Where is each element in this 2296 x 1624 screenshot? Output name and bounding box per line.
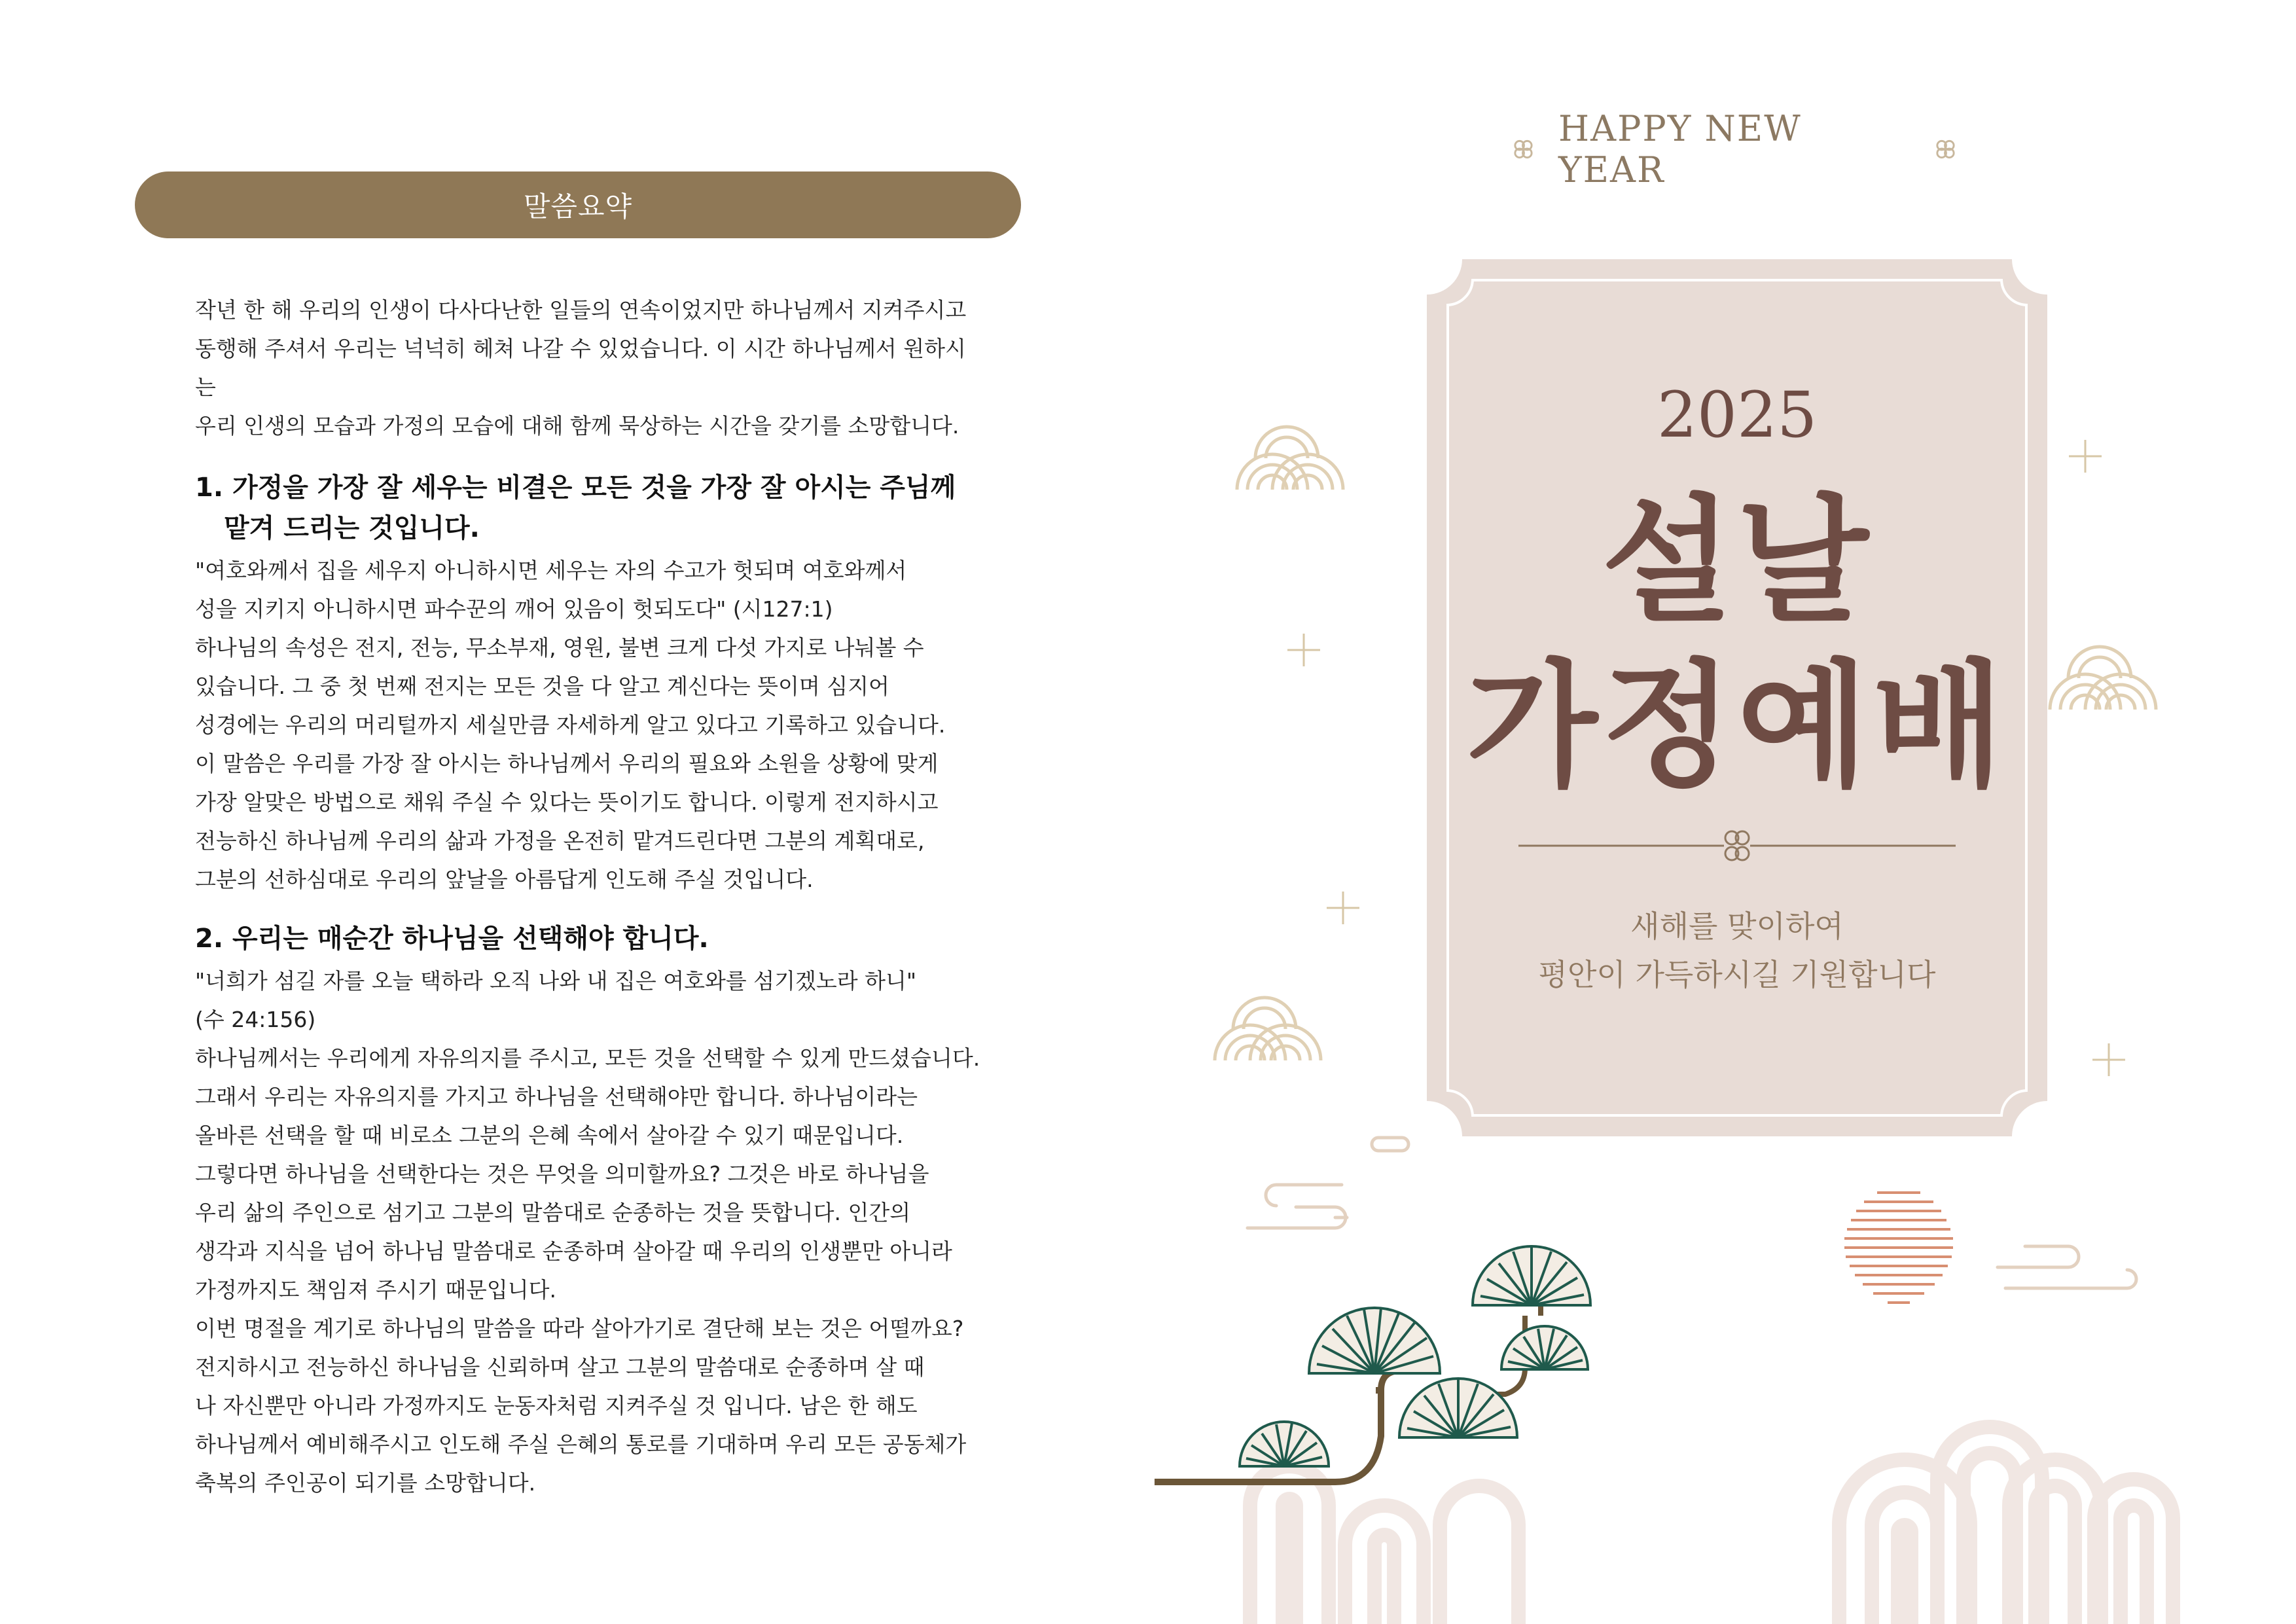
section1-heading-line2: 맡겨 드리는 것입니다. [224, 513, 480, 543]
cloud-icon [1247, 1138, 1408, 1228]
section1-line: 성경에는 우리의 머리털까지 세실만큼 자세하게 알고 있다고 기록하고 있습니다. [195, 712, 946, 738]
section1-line: 성을 지키지 아니하시면 파수꾼의 깨어 있음이 헛되도다" (시127:1) [195, 596, 833, 622]
section2-line: 올바른 선택을 할 때 비로소 그분의 은혜 속에서 살아갈 수 있기 때문입니다. [195, 1123, 904, 1148]
section1-line: 그분의 선하심대로 우리의 앞날을 아름답게 인도해 주실 것입니다. [195, 867, 814, 892]
cover-title-line1: 설날 [1602, 482, 1873, 641]
section2-line: 축복의 주인공이 되기를 소망합니다. [195, 1470, 536, 1496]
summary-header-label: 말씀요약 [523, 190, 633, 223]
sparkle-icon [1327, 892, 1359, 924]
intro-line: 작년 한 해 우리의 인생이 다사다난한 일들의 연속이었지만 하나님께서 지켜주시고 [195, 297, 967, 323]
wave-icon [1237, 427, 1343, 490]
section2-line: 하나님께서 예비해주시고 인도해 주실 은혜의 통로를 기대하며 우리 모든 공동체가 [195, 1432, 967, 1457]
knot-icon [1512, 137, 1535, 161]
pine-tree-icon [1155, 1246, 1590, 1482]
arch-icon [1250, 1427, 2173, 1624]
section1-line: "여호와께서 집을 세우지 아니하시면 세우는 자의 수고가 헛되며 여호와께서 [195, 558, 907, 583]
intro-line: 동행해 주셔서 우리는 넉넉히 헤쳐 나갈 수 있었습니다. 이 시간 하나님께서 원하시는 [195, 336, 966, 400]
section2-heading-text: 2. 우리는 매순간 하나님을 선택해야 합니다. [195, 924, 709, 954]
cover-year: 2025 [1657, 378, 1818, 452]
wave-icon [2050, 647, 2156, 710]
sparkle-icon [2092, 1043, 2125, 1076]
section2-line: 전지하시고 전능하신 하나님을 신뢰하며 살고 그분의 말씀대로 순종하며 살 때 [195, 1354, 925, 1380]
sparkle-icon [1287, 634, 1320, 666]
tagline-text: HAPPY NEW YEAR [1558, 108, 1802, 190]
cloud-icon [1998, 1246, 2136, 1288]
greeting-line1: 새해를 맞이하여 [1630, 909, 1844, 944]
section1-line: 전능하신 하나님께 우리의 삶과 가정을 온전히 맡겨드린다면 그분의 계획대로, [195, 828, 925, 854]
tagline-row [1512, 108, 1957, 190]
section2-line: 하나님께서는 우리에게 자유의지를 주시고, 모든 것을 선택할 수 있게 만드셨습니다. [195, 1045, 980, 1071]
section2-line: 그렇다면 하나님을 선택한다는 것은 무엇을 의미할까요? 그것은 바로 하나님을 [195, 1161, 929, 1187]
section1-line: 이 말씀은 우리를 가장 잘 아시는 하나님께서 우리의 필요와 소원을 상황에 맞게 [195, 751, 939, 776]
section2-line: 가정까지도 책임져 주시기 때문입니다. [195, 1277, 557, 1303]
section2-line: 생각과 지식을 넘어 하나님 말씀대로 순종하며 살아갈 때 우리의 인생뿐만 아니라 [195, 1238, 952, 1264]
knot-icon [1934, 137, 1957, 161]
intro-line: 우리 인생의 모습과 가정의 모습에 대해 함께 묵상하는 시간을 갖기를 소망합니다. [195, 413, 960, 439]
section1-line: 가장 알맞은 방법으로 채워 주실 수 있다는 뜻이기도 합니다. 이렇게 전지하시고 [195, 789, 939, 815]
section1-line: 있습니다. 그 중 첫 번째 전지는 모든 것을 다 알고 계신다는 뜻이며 심지어 [195, 674, 889, 699]
section2-line: "너희가 섬길 자를 오늘 택하라 오직 나와 내 집은 여호와를 섬기겠노라 하니" [195, 968, 917, 994]
cover-title-line2: 가정예배 [1466, 647, 2008, 806]
greeting-line2: 평안이 가득하시길 기원합니다 [1538, 957, 1936, 992]
sparkle-icon [2069, 440, 2102, 473]
wave-icon [1215, 998, 1321, 1060]
section1-line: 하나님의 속성은 전지, 전능, 무소부재, 영원, 불변 크게 다섯 가지로 나눠볼 수 [195, 635, 924, 660]
section1-heading-line1: 1. 가정을 가장 잘 세우는 비결은 모든 것을 가장 잘 아시는 주님께 [195, 473, 956, 503]
section2-line: (수 24:156) [195, 1007, 316, 1032]
section2-line: 나 자신뿐만 아니라 가정까지도 눈동자처럼 지켜주실 것 입니다. 남은 한 해도 [195, 1393, 918, 1418]
section2-line: 우리 삶의 주인으로 섬기고 그분의 말씀대로 순종하는 것을 뜻합니다. 인간의 [195, 1200, 911, 1225]
cover-greeting [1427, 902, 2047, 999]
sun-icon [1844, 1193, 1953, 1303]
section2-line: 이번 명절을 계기로 하나님의 말씀을 따라 살아가기로 결단해 보는 것은 어떨까요? [195, 1316, 964, 1341]
section2-line: 그래서 우리는 자유의지를 가지고 하나님을 선택해야만 합니다. 하나님이라는 [195, 1084, 918, 1110]
